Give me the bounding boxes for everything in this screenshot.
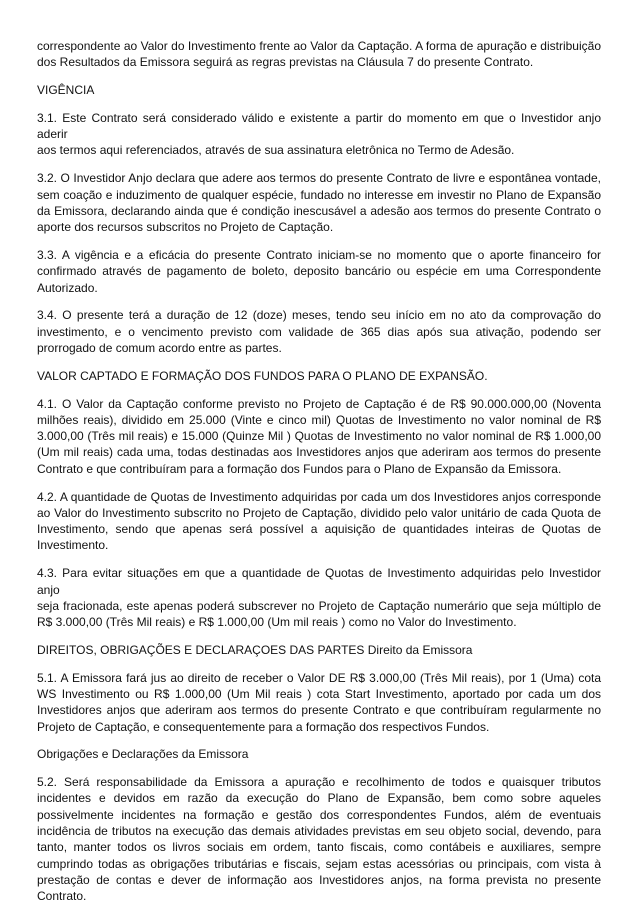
paragraph <box>37 307 601 356</box>
paragraph-line: ao Valor do Investimento subscrito no Projeto de Captação, dividido pelo valor unitário de cada Quota de <box>37 505 601 520</box>
paragraph-line: Contrato. <box>37 889 87 904</box>
paragraph-line: tanto, manter todos os livros sociais em ordem, tanto fiscais, como contábeis e auxiliares, sempre <box>37 840 601 855</box>
paragraph-line: cumprindo todas as obrigações tributárias e fiscais, sejam estas acessórias ou principais, com vista à <box>37 856 601 871</box>
paragraph-line: aporte dos recursos subscritos no Projeto de Captação. <box>37 220 334 235</box>
paragraph-line: 3.3. A vigência e a eficácia do presente Contrato iniciam-se no momento que o aporte financeiro for <box>37 247 601 262</box>
paragraph-line: possivelmente incidentes na formação e gestão dos correspondentes Fundos, além de eventuais <box>37 807 601 822</box>
paragraph-line: milhões reais), dividido em 25.000 (Vinte e cinco mil) Quotas de Investimento no valor nominal de R$ <box>37 412 601 427</box>
paragraph-line: 3.4. O presente terá a duração de 12 (doze) meses, tendo seu início em no ato da comprovação do <box>37 308 601 323</box>
paragraph <box>37 489 601 554</box>
paragraph-line: Investimento, sendo que apenas será possível a aquisição de quantidades inteiras de Quotas de <box>37 522 601 537</box>
paragraph <box>37 565 601 630</box>
paragraph <box>37 38 601 71</box>
paragraph-line: 3.000,00 (Três mil reais) e 15.000 (Quinze Mil ) Quotas de Investimento no valor nominal de R$ 1.000,00 <box>37 429 601 444</box>
paragraph-line: Investimento. <box>37 538 109 553</box>
paragraph-line: WS Investimento ou R$ 1.000,00 (Um Mil reais ) cota Start Investimento, aportado por cada um dos <box>37 687 601 701</box>
paragraph <box>37 396 601 477</box>
paragraph-line: seja fracionada, este apenas poderá subscrever no Projeto de Captação numerário que seja múltiplo de <box>37 598 601 613</box>
paragraph-line: Contrato e que contribuíram para a formação dos Fundos para o Plano de Expansão da Emissora. <box>37 461 562 476</box>
paragraph-line: (Um mil reais) cada uma, todas destinadas aos Investidores anjos que aderiram aos termos do presente <box>37 445 601 460</box>
paragraph-line: 3.1. Este Contrato será considerado válido e existente a partir do momento em que o Investidor anjo aderir <box>37 110 601 142</box>
paragraph-line: dos Resultados da Emissora seguirá as regras previstas na Cláusula 7 do presente Contrato. <box>37 55 534 70</box>
paragraph-line: confirmado através de pagamento de boleto, deposito bancário ou espécie em uma Correspondente <box>37 264 601 279</box>
paragraph-line: aos termos aqui referenciados, através de sua assinatura eletrônica no Termo de Adesão. <box>37 143 515 158</box>
paragraph-line: 4.1. O Valor da Captação conforme previsto no Projeto de Captação é de R$ 90.000.000,00 (Noventa <box>37 396 601 411</box>
paragraph-line: 5.2. Será responsabilidade da Emissora a apuração e recolhimento de todos e quaisquer tributos <box>37 775 601 790</box>
section-heading: VIGÊNCIA <box>37 83 95 98</box>
paragraph-line: correspondente ao Valor do Investimento frente ao Valor da Captação. A forma de apuração e distribuição <box>37 39 601 53</box>
paragraph-line: Autorizado. <box>37 280 98 295</box>
paragraph <box>37 670 601 735</box>
paragraph-line: Investidores anjos que aderiram aos termos do presente Contrato e que contribuíram regularmente no <box>37 703 601 718</box>
paragraph-line: investimento, e o vencimento previsto com validade de 365 dias após sua ativação, podendo ser <box>37 324 601 339</box>
section-heading: DIREITOS, OBRIGAÇÕES E DECLARAÇOES DAS PARTES Direito da Emissora <box>37 642 473 657</box>
paragraph <box>37 774 601 904</box>
paragraph-line: 4.3. Para evitar situações em que a quantidade de Quotas de Investimento adquiridas pelo Investidor anjo <box>37 566 601 597</box>
paragraph <box>37 247 601 296</box>
paragraph-line: da Emissora, declarando ainda que é condição inescusável a adesão aos termos do presente Contrato o <box>37 203 601 218</box>
paragraph-line: Projeto de Captação, e consequentemente para a formação dos respectivos Fundos. <box>37 719 490 734</box>
paragraph <box>37 110 601 159</box>
paragraph-line: 5.1. A Emissora fará jus ao direito de receber o Valor DE R$ 3.000,00 (Três Mil reais), por 1 (Uma) cota <box>37 670 601 685</box>
section-heading: Obrigações e Declarações da Emissora <box>37 747 249 762</box>
paragraph-line: incidentes e devidos em razão da execução do Plano de Expansão, bem como sobre aqueles <box>37 791 601 806</box>
paragraph-line: sem coação e induzimento de qualquer espécie, fundado no interesse em investir no Plano de Expansão <box>37 187 601 202</box>
paragraph-line: 4.2. A quantidade de Quotas de Investimento adquiridas por cada um dos Investidores anjos corresponde <box>37 489 601 504</box>
paragraph-line: 3.2. O Investidor Anjo declara que adere aos termos do presente Contrato de livre e espontânea vontade, <box>37 171 601 186</box>
section-heading: VALOR CAPTADO E FORMAÇÃO DOS FUNDOS PARA O PLANO DE EXPANSÃO. <box>37 368 488 383</box>
paragraph-line: prestação de contas e dever de informação aos Investidores anjos, na forma prevista no presente <box>37 872 601 887</box>
paragraph-line: prorrogado de comum acordo entre as partes. <box>37 340 282 355</box>
paragraph <box>37 170 601 235</box>
paragraph-line: R$ 3.000,00 (Três Mil reais) e R$ 1.000,00 (Um mil reais ) como no Valor do Investimento. <box>37 615 517 630</box>
paragraph-line: incidência de tributos na execução das demais atividades previstas em seu objeto social, devendo, para <box>37 824 601 839</box>
